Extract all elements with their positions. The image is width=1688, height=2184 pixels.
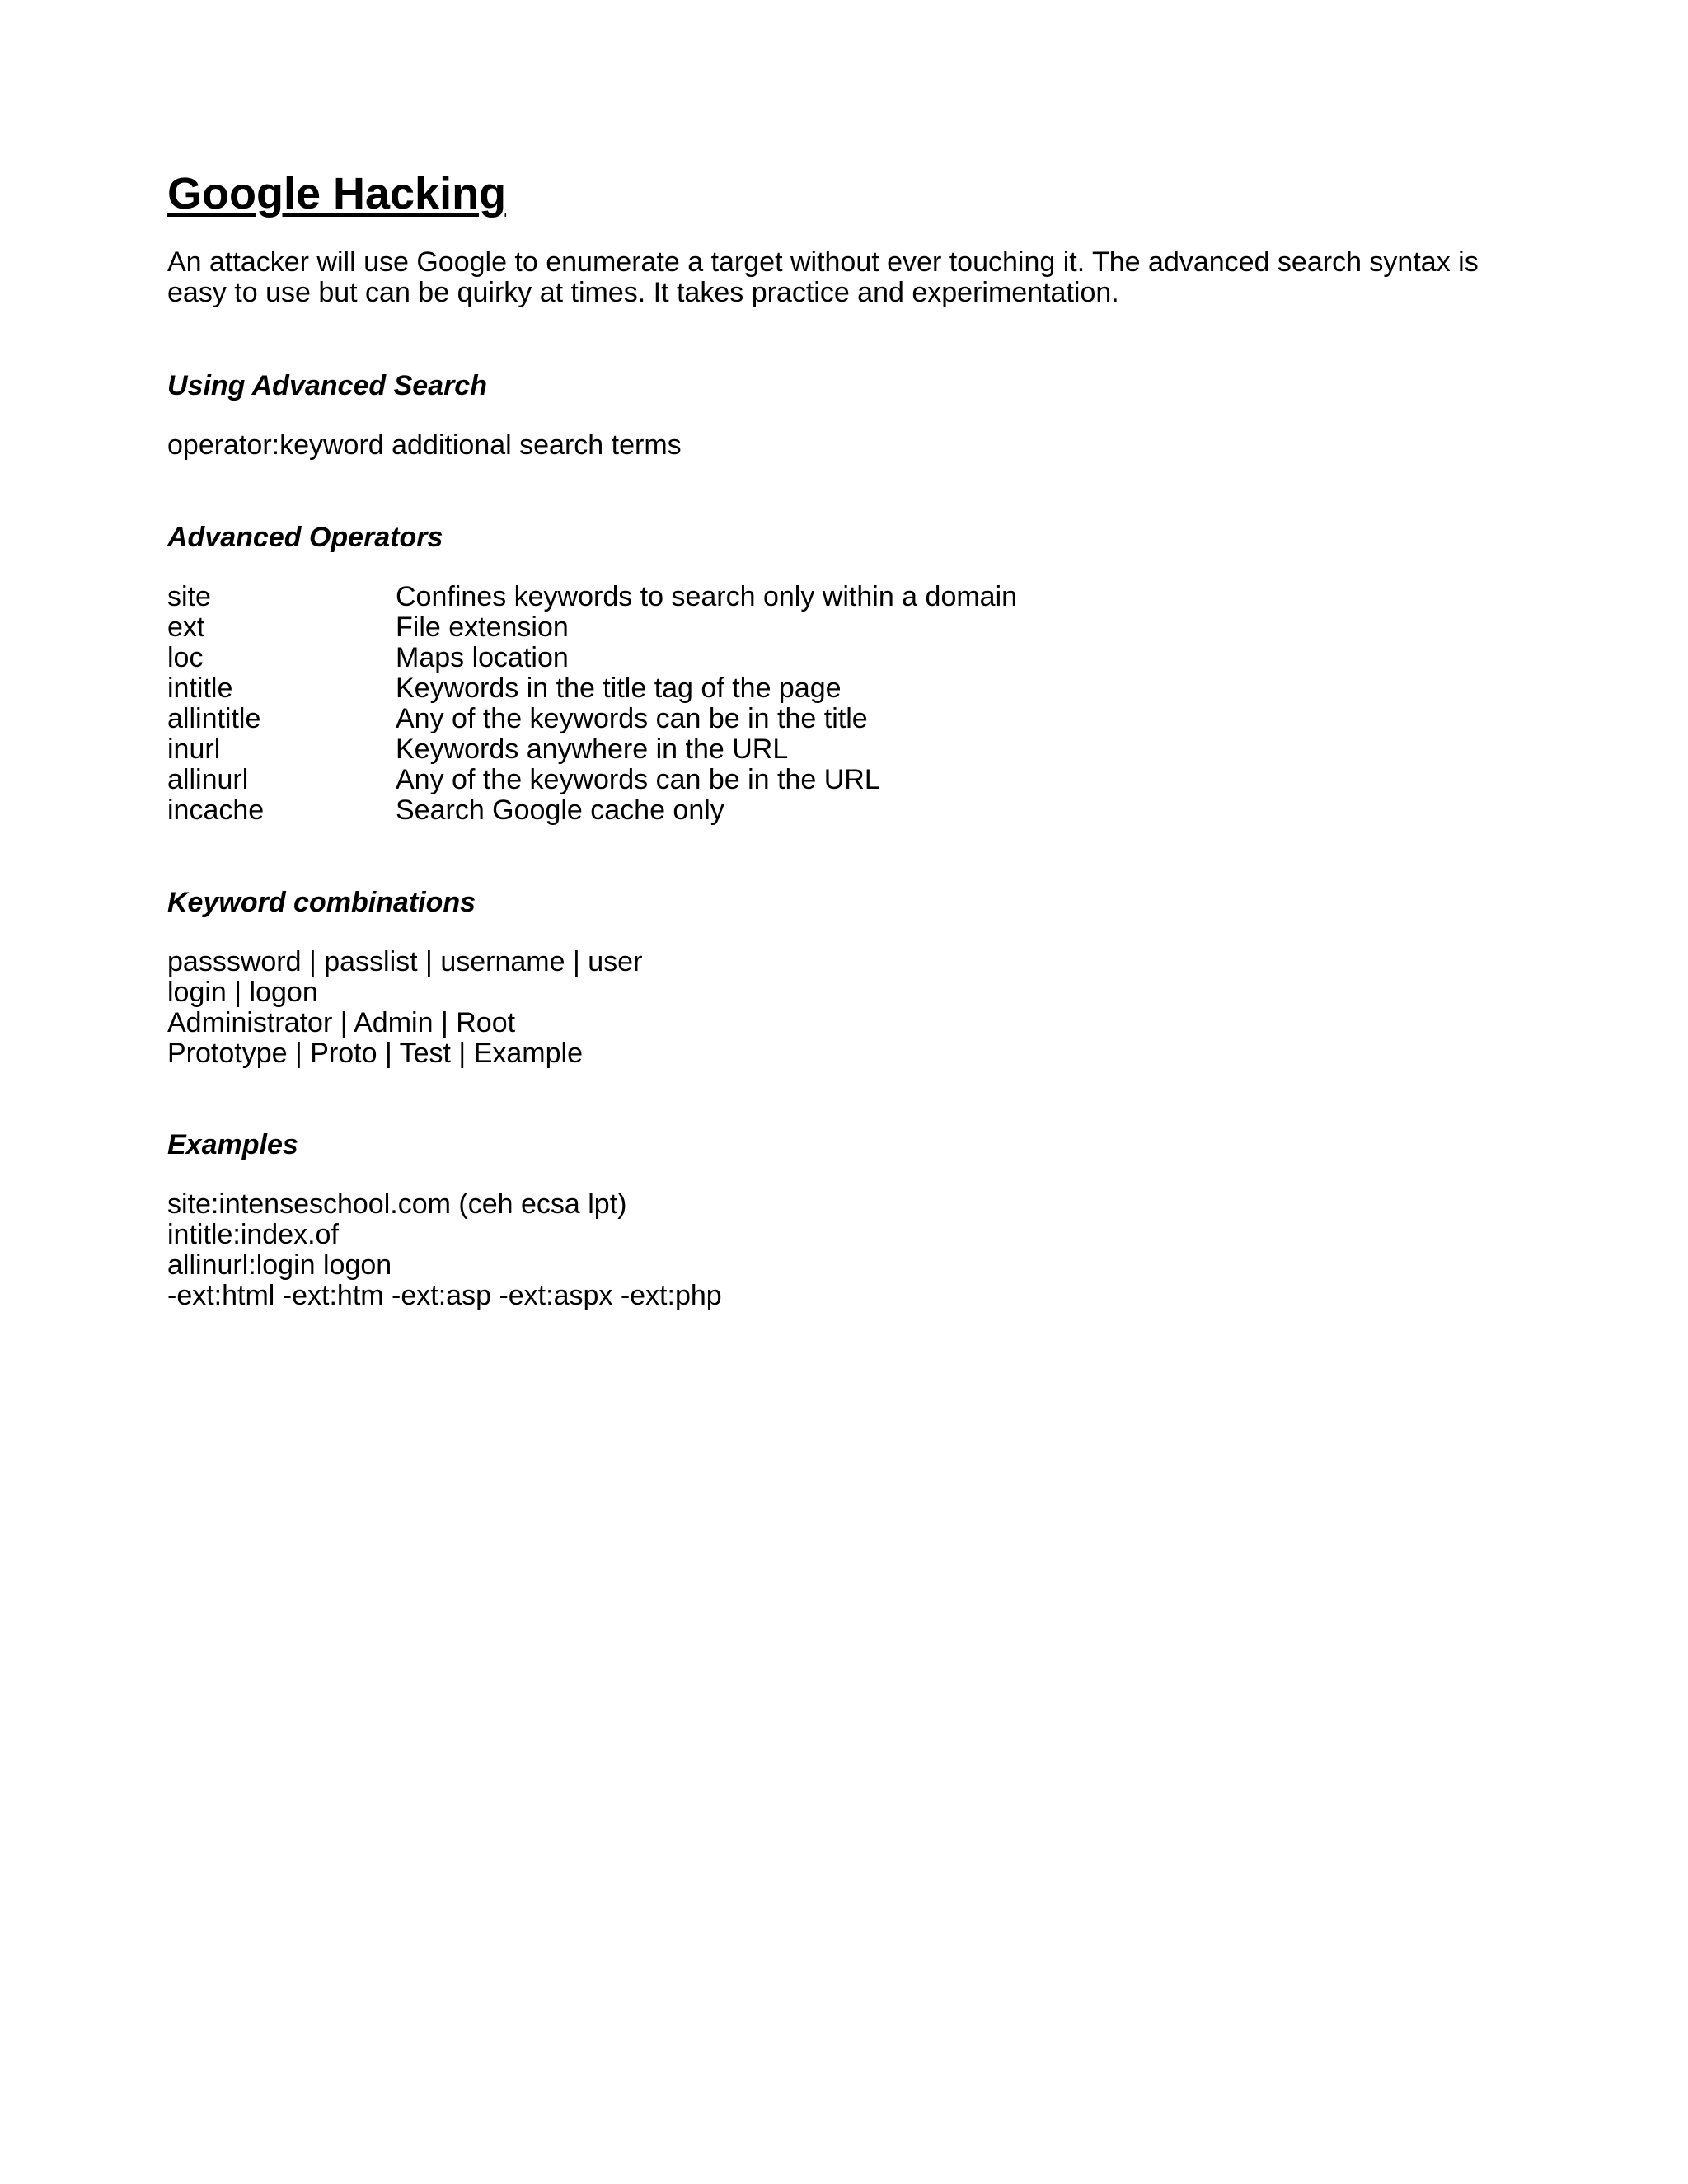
- example-list: [167, 1189, 722, 1311]
- operator-name: allinurl: [167, 764, 249, 795]
- keyword-list: [167, 947, 642, 1069]
- example-line: intitle:index.of: [167, 1219, 339, 1250]
- keyword-combinations-section: [167, 886, 642, 1069]
- using-advanced-search-section: [167, 369, 682, 461]
- operator-name: inurl: [167, 733, 221, 765]
- operator-description: Search Google cache only: [396, 794, 724, 826]
- section-heading: Keyword combinations: [167, 887, 476, 918]
- keyword-line: login | logon: [167, 977, 318, 1008]
- example-line: -ext:html -ext:htm -ext:asp -ext:aspx -ext:php: [167, 1280, 722, 1311]
- page-title: Google Hacking: [167, 169, 507, 218]
- operator-description: Keywords in the title tag of the page: [396, 673, 842, 704]
- operator-row: [167, 795, 1519, 826]
- examples-section: [167, 1128, 722, 1311]
- operator-row: [167, 643, 1519, 673]
- operator-description: Maps location: [396, 642, 569, 673]
- example-line: site:intenseschool.com (ceh ecsa lpt): [167, 1188, 627, 1220]
- operator-row: [167, 673, 1519, 704]
- operator-row: [167, 704, 1519, 734]
- keyword-line: Administrator | Admin | Root: [167, 1007, 516, 1038]
- example-line: allinurl:login logon: [167, 1249, 392, 1281]
- operator-name: loc: [167, 642, 204, 673]
- operator-row: [167, 582, 1519, 612]
- operator-name: ext: [167, 612, 205, 643]
- section-heading: Using Advanced Search: [167, 370, 487, 401]
- operator-name: intitle: [167, 673, 233, 704]
- operator-name: site: [167, 581, 211, 612]
- keyword-line: passsword | passlist | username | user: [167, 946, 643, 977]
- intro-paragraph: An attacker will use Google to enumerate a target without ever touching it. The advanced search syntax is easy to use but can be quirky at times. It takes practice and experimentation.: [167, 246, 1479, 308]
- operator-description: Any of the keywords can be in the URL: [396, 764, 880, 795]
- operator-description: Confines keywords to search only within a domain: [396, 581, 1018, 612]
- section-heading: Examples: [167, 1129, 298, 1160]
- section-heading: Advanced Operators: [167, 522, 443, 553]
- operator-description: Any of the keywords can be in the title: [396, 703, 868, 734]
- operator-row: [167, 734, 1519, 765]
- operator-description: Keywords anywhere in the URL: [396, 733, 789, 765]
- operator-name: allintitle: [167, 703, 261, 734]
- operators-table: [167, 582, 1519, 826]
- operator-row: [167, 765, 1519, 795]
- keyword-line: Prototype | Proto | Test | Example: [167, 1038, 583, 1069]
- operator-row: [167, 612, 1519, 643]
- search-syntax-line: operator:keyword additional search terms: [167, 429, 682, 461]
- operator-name: incache: [167, 794, 265, 826]
- advanced-operators-section: [167, 521, 1519, 826]
- operator-description: File extension: [396, 612, 569, 643]
